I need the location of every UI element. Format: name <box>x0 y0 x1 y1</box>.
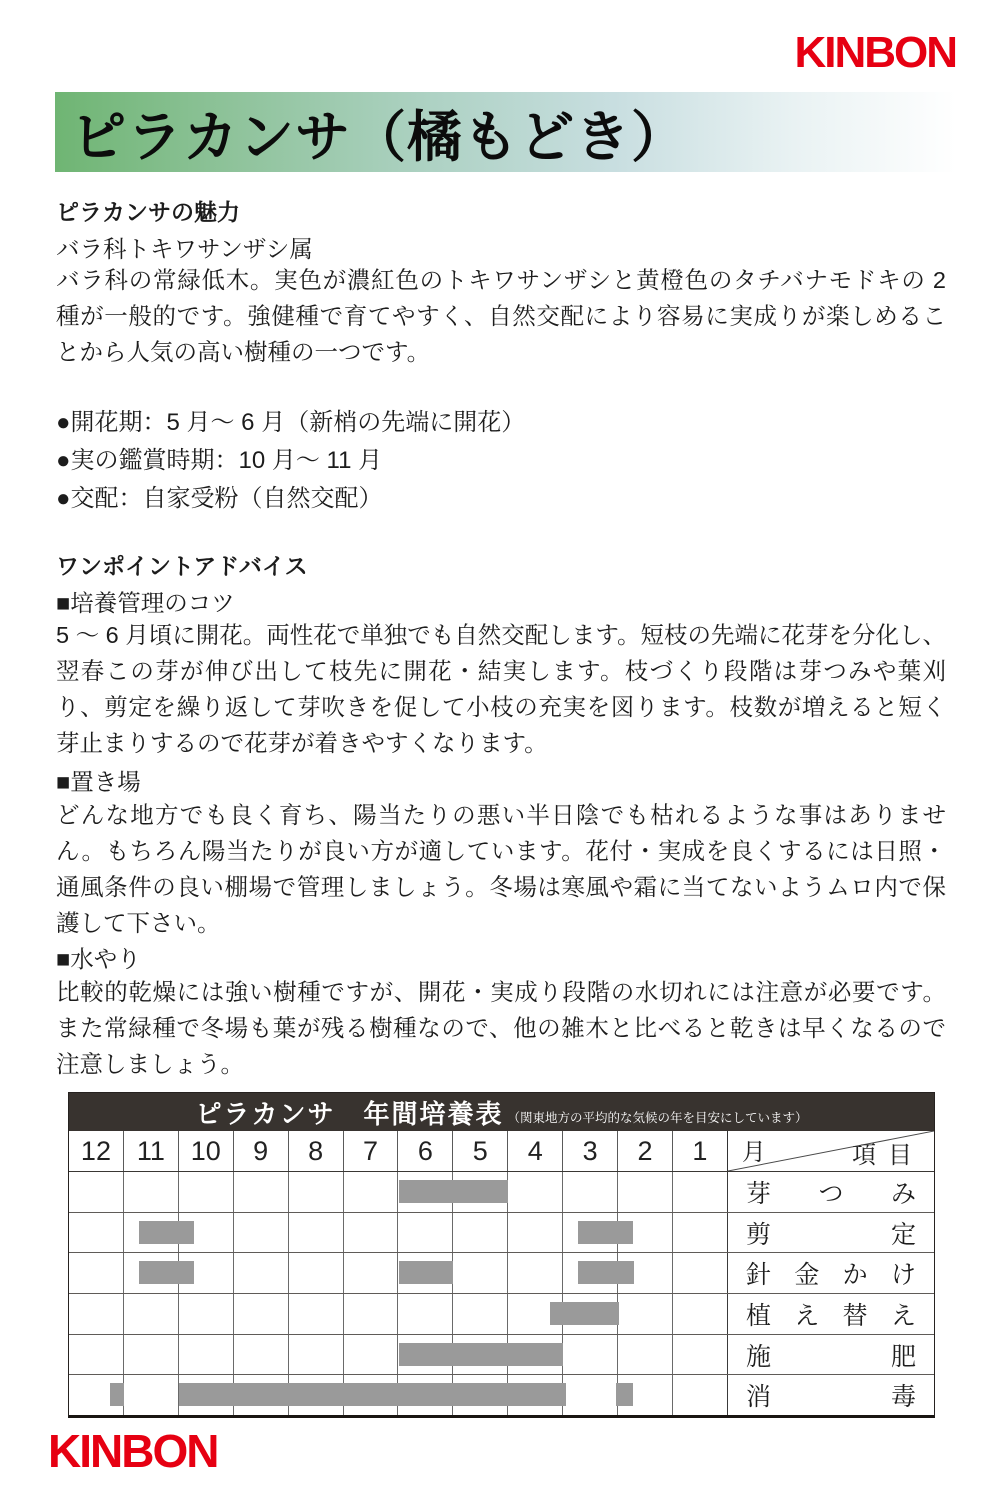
calendar-grid-cell <box>69 1294 124 1334</box>
calendar-grid-cell <box>508 1253 563 1293</box>
label-char: み <box>890 1180 916 1208</box>
calendar-grid-cell <box>673 1294 728 1334</box>
page-title: ピラカンサ（橘もどき） <box>71 106 688 168</box>
calendar-grid-cell <box>69 1335 124 1375</box>
activity-period-bar <box>179 1383 566 1406</box>
activity-period-bar <box>399 1343 563 1366</box>
section-title-watering: ■水やり <box>56 946 141 972</box>
activity-period-bar <box>578 1261 634 1284</box>
calendar-row <box>69 1252 934 1293</box>
calendar-row <box>69 1293 934 1334</box>
calendar-grid-cell <box>69 1172 124 1212</box>
calendar-grid-cell <box>234 1335 289 1375</box>
label-char: 毒 <box>890 1384 916 1412</box>
calendar-grid-cell <box>508 1172 563 1212</box>
calendar-grid-cell <box>344 1253 399 1293</box>
cultivation-calendar <box>68 1092 935 1418</box>
calendar-grid-cell <box>289 1294 344 1334</box>
calendar-grid-cell <box>398 1294 453 1334</box>
calendar-grid-cell <box>344 1294 399 1334</box>
calendar-grid-cell <box>673 1213 728 1253</box>
calendar-grid-cell <box>673 1172 728 1212</box>
calendar-row-months <box>69 1294 728 1334</box>
calendar-month-cell: 12 <box>69 1131 124 1171</box>
calendar-title-bar <box>69 1093 934 1131</box>
label-char: 剪 <box>746 1221 772 1249</box>
calendar-grid-cell <box>673 1335 728 1375</box>
calendar-row <box>69 1212 934 1253</box>
calendar-month-cell: 4 <box>508 1131 563 1171</box>
label-char: か <box>842 1262 868 1290</box>
label-char: 芽 <box>746 1180 772 1208</box>
calendar-grid-cell <box>453 1253 508 1293</box>
calendar-grid-cell <box>508 1213 563 1253</box>
activity-period-bar <box>139 1221 194 1244</box>
label-char: え <box>890 1302 916 1330</box>
kinbon-logo-bottom: KINBON <box>48 1425 218 1477</box>
bullet-fruit-viewing: ●実の鑑賞時期：10 月～ 11 月 <box>56 447 383 474</box>
calendar-grid-cell <box>124 1335 179 1375</box>
intro-subheading: バラ科トキワサンザシ属 <box>56 236 313 262</box>
bullet-bloom-period: ●開花期：5 月～ 6 月（新梢の先端に開花） <box>56 409 526 436</box>
calendar-row-label <box>728 1213 934 1253</box>
calendar-grid-cell <box>398 1213 453 1253</box>
calendar-row <box>69 1374 934 1415</box>
kinbon-logo-top: KINBON <box>794 28 956 77</box>
label-char: 針 <box>746 1262 772 1290</box>
calendar-grid-cell <box>618 1294 673 1334</box>
calendar-month-cell: 6 <box>398 1131 453 1171</box>
calendar-grid-cell <box>453 1294 508 1334</box>
calendar-grid-cell <box>69 1213 124 1253</box>
calendar-month-cell: 7 <box>344 1131 399 1171</box>
calendar-row-label <box>728 1253 934 1293</box>
label-char: え <box>794 1302 820 1330</box>
section-title-placement: ■置き場 <box>56 769 141 795</box>
activity-period-bar <box>616 1383 633 1406</box>
advice-heading: ワンポイントアドバイス <box>56 553 308 579</box>
label-char: 植 <box>746 1302 772 1330</box>
label-char: 金 <box>794 1262 820 1290</box>
calendar-grid-cell <box>289 1172 344 1212</box>
calendar-grid-cell <box>179 1335 234 1375</box>
calendar-row-months <box>69 1375 728 1415</box>
calendar-grid-cell <box>289 1253 344 1293</box>
calendar-month-cell: 11 <box>124 1131 179 1171</box>
calendar-grid-cell <box>234 1253 289 1293</box>
section-body-placement: どんな地方でも良く育ち、陽当たりの悪い半日陰でも枯れるような事はありません。もちろん陽当たりが良い方が適しています。花付・実成を良くするには日照・通風条件の良い棚場で管理しましょう。冬場は寒風や霜に当てないようムロ内で保護して下さい。 <box>56 802 946 936</box>
bullet-pollination: ●交配：自家受粉（自然交配） <box>56 485 383 512</box>
calendar-grid-cell <box>344 1335 399 1375</box>
calendar-grid-cell <box>179 1172 234 1212</box>
calendar-month-row <box>69 1131 934 1172</box>
calendar-grid-cell <box>179 1294 234 1334</box>
label-char: 施 <box>746 1343 772 1371</box>
calendar-month-cell: 5 <box>453 1131 508 1171</box>
activity-period-bar <box>139 1261 194 1284</box>
activity-period-bar <box>399 1180 508 1203</box>
calendar-row-months <box>69 1253 728 1293</box>
label-char: 肥 <box>890 1343 916 1371</box>
calendar-grid-cell <box>618 1335 673 1375</box>
calendar-month-cell: 3 <box>563 1131 618 1171</box>
title-banner <box>55 92 956 172</box>
calendar-grid-cell <box>344 1172 399 1212</box>
calendar-grid-cell <box>618 1172 673 1212</box>
intro-heading: ピラカンサの魅力 <box>56 199 240 225</box>
calendar-row-label <box>728 1375 934 1415</box>
calendar-grid-cell <box>234 1294 289 1334</box>
calendar-body <box>69 1172 934 1415</box>
calendar-grid-cell <box>124 1375 179 1415</box>
calendar-row <box>69 1334 934 1375</box>
calendar-grid-cell <box>289 1213 344 1253</box>
calendar-row-label <box>728 1335 934 1375</box>
calendar-corner-cell <box>728 1131 934 1171</box>
calendar-grid-cell <box>289 1335 344 1375</box>
calendar-month-cell: 1 <box>673 1131 728 1171</box>
calendar-grid-cell <box>673 1253 728 1293</box>
activity-period-bar <box>399 1261 453 1284</box>
calendar-grid-cell <box>563 1335 618 1375</box>
label-char: け <box>890 1262 916 1290</box>
calendar-grid-cell <box>234 1213 289 1253</box>
label-char: 替 <box>842 1302 868 1330</box>
calendar-row-months <box>69 1335 728 1375</box>
calendar-row-months <box>69 1172 728 1212</box>
calendar-row-months <box>69 1213 728 1253</box>
calendar-month-cell: 2 <box>618 1131 673 1171</box>
calendar-grid-cell <box>344 1213 399 1253</box>
calendar-title-note: （関東地方の平均的な気候の年を目安にしています） <box>507 1110 808 1125</box>
label-char: 定 <box>890 1221 916 1249</box>
calendar-row <box>69 1172 934 1212</box>
calendar-grid-cell <box>453 1213 508 1253</box>
calendar-title: ピラカンサ 年間培養表 <box>195 1099 504 1129</box>
calendar-grid-cell <box>563 1172 618 1212</box>
calendar-grid-cell <box>124 1172 179 1212</box>
label-char: つ <box>818 1180 844 1208</box>
corner-month-label: 月 <box>741 1140 766 1166</box>
calendar-month-cell: 10 <box>179 1131 234 1171</box>
section-body-watering: 比較的乾燥には強い樹種ですが、開花・実成り段階の水切れには注意が必要です。また常緑種で冬場も葉が残る樹種なので、他の雑木と比べると乾きは早くなるので注意しましょう。 <box>56 979 946 1077</box>
section-body-cultivation: 5 ～ 6 月頃に開花。両性花で単独でも自然交配します。短枝の先端に花芽を分化し、翌春この芽が伸び出して枝先に開花・結実します。枝づくり段階は芽つみや葉刈り、剪定を繰り返して芽吹きを促して小枝の充実を図ります。枝数が増えると短く芽止まりするので花芽が着きやすくなります。 <box>56 622 946 756</box>
intro-paragraph: バラ科の常緑低木。実色が濃紅色のトキワサンザシと黄橙色のタチバナモドキの 2 種が一般的です。強健種で育てやすく、自然交配により容易に実成りが楽しめることから人気の高い樹種の一つです。 <box>56 267 946 365</box>
calendar-grid-cell <box>234 1172 289 1212</box>
activity-period-bar <box>110 1383 124 1406</box>
calendar-row-label <box>728 1172 934 1212</box>
activity-period-bar <box>550 1302 619 1325</box>
calendar-grid-cell <box>124 1294 179 1334</box>
corner-item-label: 項目 <box>852 1143 924 1169</box>
calendar-grid-cell <box>673 1375 728 1415</box>
calendar-row-label <box>728 1294 934 1334</box>
calendar-grid-cell <box>563 1375 618 1415</box>
section-title-cultivation: ■培養管理のコツ <box>56 590 235 616</box>
calendar-month-cell: 8 <box>289 1131 344 1171</box>
calendar-grid-cell <box>69 1253 124 1293</box>
label-char: 消 <box>746 1384 772 1412</box>
activity-period-bar <box>578 1221 633 1244</box>
calendar-month-cell: 9 <box>234 1131 289 1171</box>
